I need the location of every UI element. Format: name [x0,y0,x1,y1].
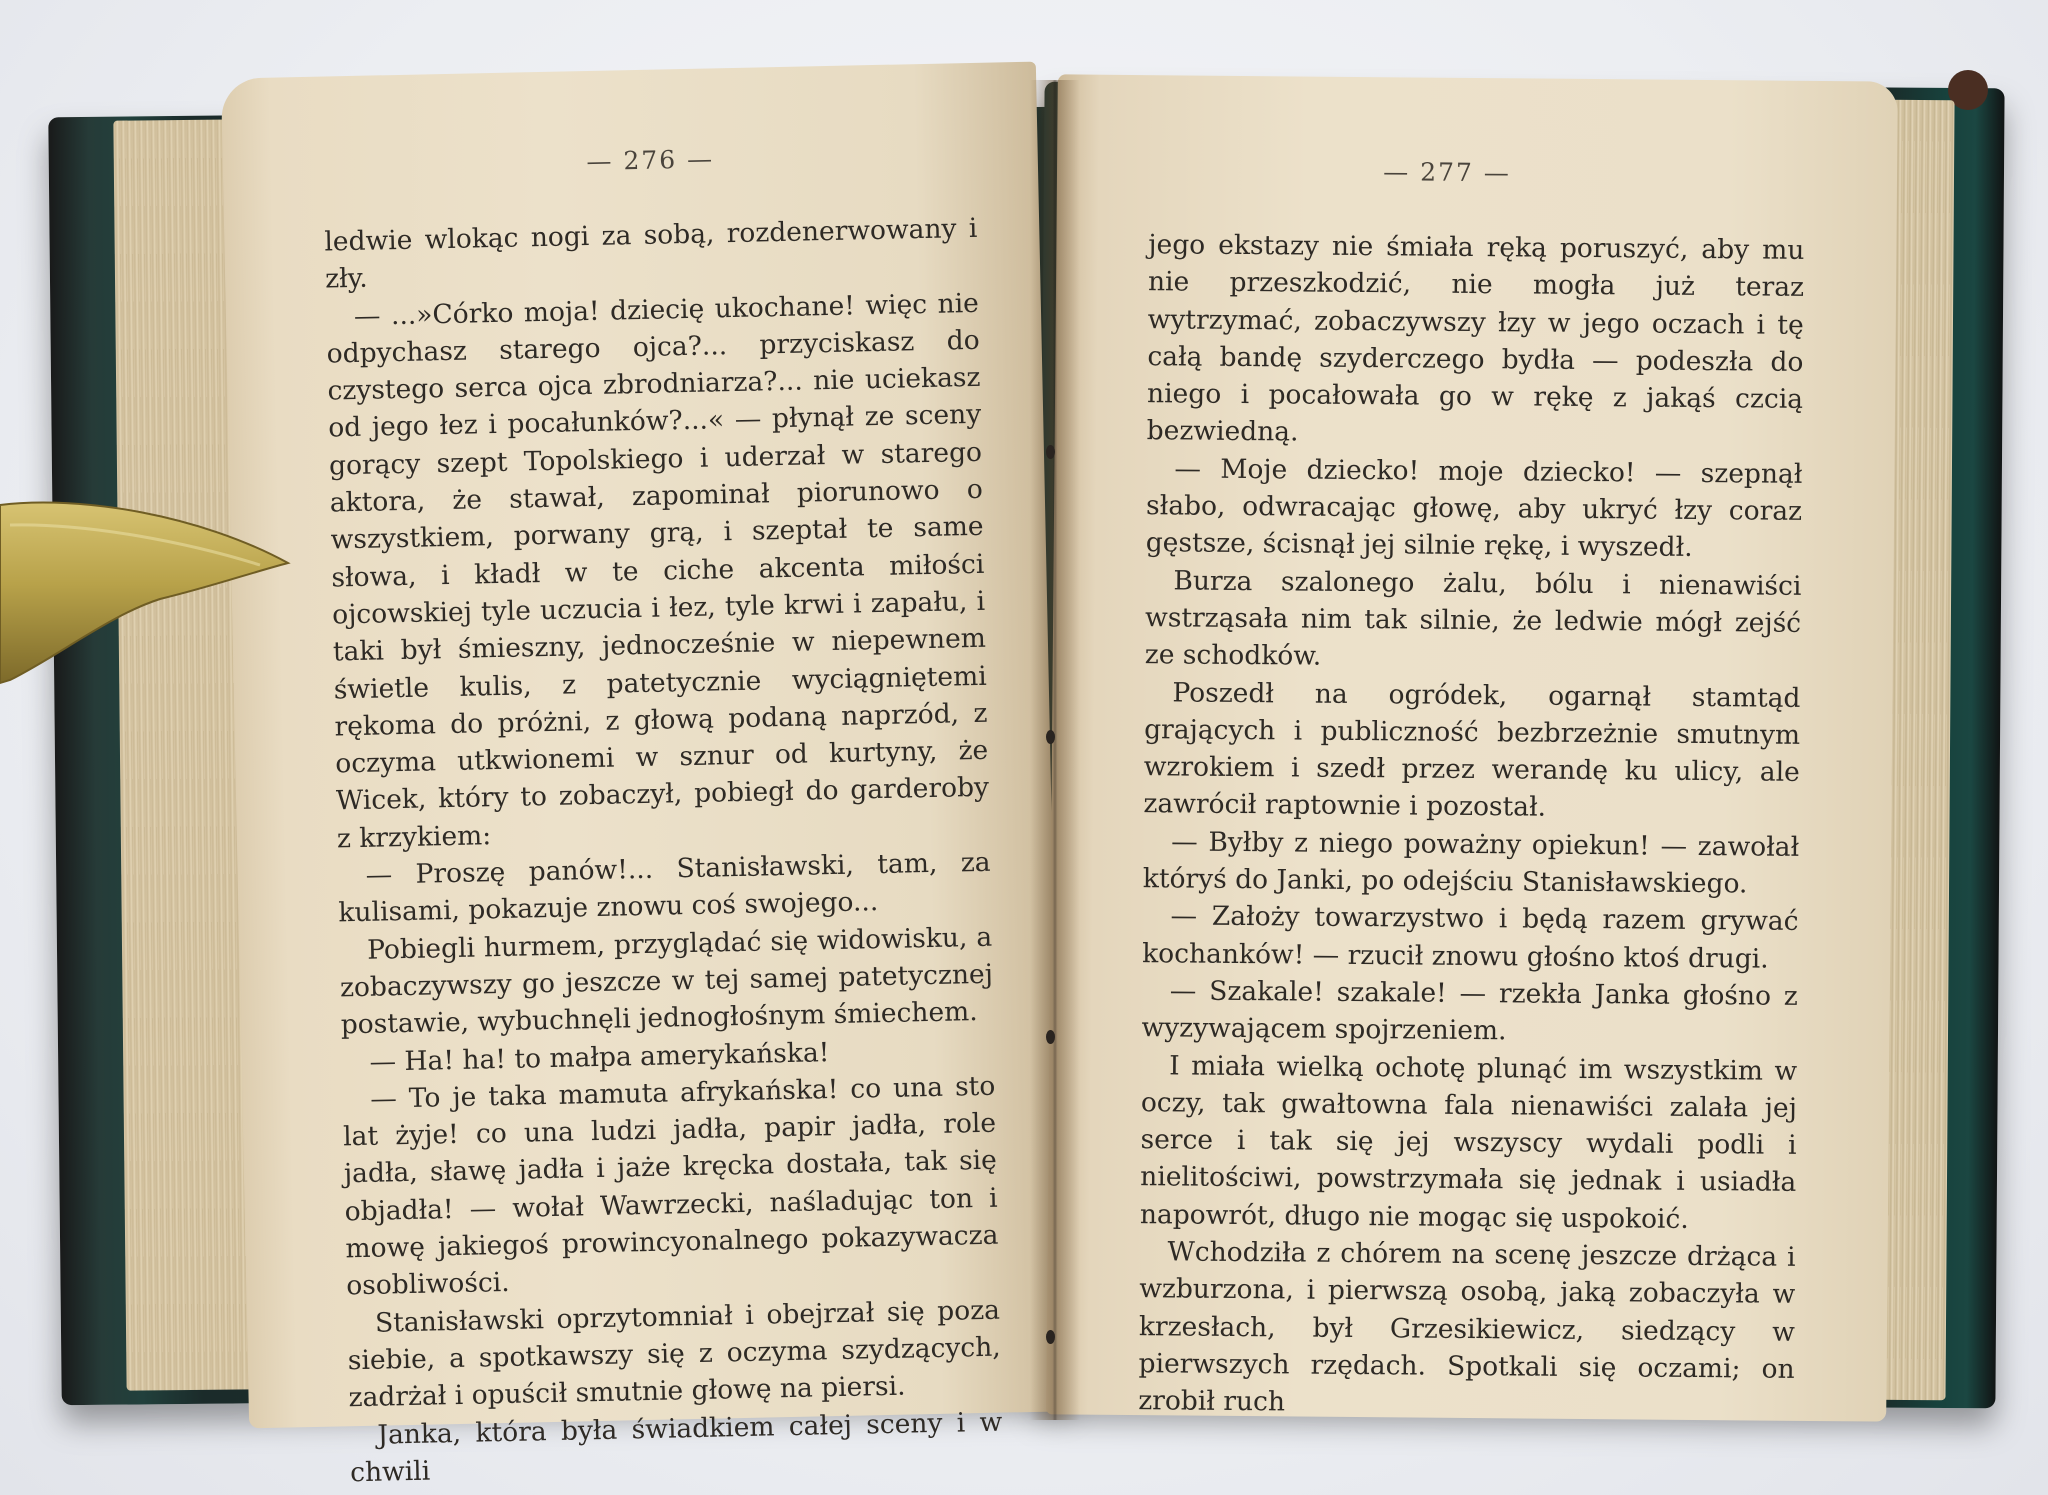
paragraph: — Szakale! szakale! — rzekła Janka głośno z wyzywającem spojrzeniem. [1141,975,1798,1047]
paragraph: — Moje dziecko! moje dziecko! — szepnął słabo, odwracając głowę, aby ukryć łzy coraz gęstsze, ścisnął jej silnie rękę, i wyszedł. [1145,453,1803,564]
brass-bookmark [0,495,290,685]
paragraph: Stanisławski oprzytomniał i obejrzał się poza siebie, a spotkawszy się z oczyma szydzących, zadrżał i opuścił smutnie głowę na piersi. [347,1294,1002,1414]
paragraph: Janka, która była świadkiem całej sceny i w chwili [349,1406,1003,1489]
binding-stitch [1046,730,1055,744]
paragraph: jego ekstazy nie śmiała ręką poruszyć, aby mu nie przeszkodzić, nie mogła już teraz wytrzymać, zobaczywszy łzy w jego oczach i tę całą bandę szyderczego bydła — podeszła do niego i pocałowała go w rękę z jakąś czcią bezwiedną. [1146,229,1805,448]
binding-stitch [1046,1030,1055,1044]
paragraph: — ...»Córko moja! dziecię ukochane! więc nie odpychasz starego ojca?... przyciskasz do czystego serca ojca zbrodniarza?... nie uciekasz od jego łez i pocałunków?...« — płynął ze sceny gorący szept Topolskiego i uderzał w starego aktora, że stawał, zapominał piorunowo o wszystkiem, porwany grą, i szeptał te same słowa, i kładł w te ciche akcenta miłości ojcowskiej tyle uczucia i łez, tyle krwi i zapału, i taki był śmieszny, jednocześnie w niepewnem świetle kulis, z patetycznie wyciągniętemi rękoma do próżni, z głową podaną naprzód, z oczyma utkwionemi w sznur od kurtyny, że Wicek, który to zobaczył, pobiegł do garderoby z krzykiem: [326,287,990,855]
paragraph: Poszedł na ogródek, ogarnął stamtąd grających i publiczność bezbrzeżnie smutnym wzrokiem i szedł przez werandę ku ulicy, ale zawrócił raptownie i pozostał. [1143,676,1801,824]
right-page [1046,74,1898,1421]
paragraph: ledwie wlokąc nogi za sobą, rozdenerwowany i zły. [324,212,978,295]
paragraph: — To je taka mamuta afrykańska! co una sto lat żyje! co una ludzi jadła, papir jadła, role jadła, sławę jadła i jaże kręcka dostała, tak się objadła! — wołał Wawrzecki, naśladując ton i mowę jakiegoś prowincyonalnego pokazywacza osobliwości. [342,1070,999,1302]
paragraph: Burza szalonego żalu, bólu i nienawiści wstrząsała nim tak silnie, że ledwie mógł zejść ze schodków. [1144,565,1802,672]
paragraph: — Byłby z niego poważny opiekun! — zawołał któryś do Janki, po odejściu Stanisławskiego. [1142,826,1800,900]
paragraph: — Założy towarzystwo i będą razem grywać kochanków! — rzucił znowu głośno ktoś drugi. [1142,900,1799,975]
paragraph: Wchodziła z chórem na scenę jeszcze drżąca i wzburzona, i pierwszą osobą, jaką zobaczyła w krzesłach, był Grzesikiewicz, siedzący w pierwszych rzędach. Spotkali się oczami; on zrobił ruch [1138,1236,1796,1418]
paragraph: Pobiegli hurmem, przyglądać się widowisku, a zobaczywszy go jeszcze w tej samej patetycznej postawie, wybuchnęli jednogłośnym śmiechem. [339,921,994,1041]
page-number-left: — 276 — [586,144,715,177]
left-page [221,62,1064,1489]
paragraph: — Ha! ha! to małpa amerykańska! [369,1036,830,1078]
binding-stitch [1046,1330,1055,1344]
left-page-text [223,167,1065,1494]
page-number-right: — 277 — [1383,157,1511,188]
paragraph: — Proszę panów!... Stanisławski, tam, za kulisami, pokazuje znowu coś swojego... [338,846,991,929]
right-page-text [1046,183,1897,1426]
binding-stitch [1046,445,1055,459]
gutter-shadow [1030,80,1080,1420]
paragraph: I miała wielką ochotę plunąć im wszystkim w oczy, tak gwałtowna fala nienawiści zalała jej serce i tak się jej wszyscy wydali podli i nielitościwi, powstrzymała się jednak i usiadła napowrót, długo nie mogąc się uspokoić. [1139,1049,1798,1235]
